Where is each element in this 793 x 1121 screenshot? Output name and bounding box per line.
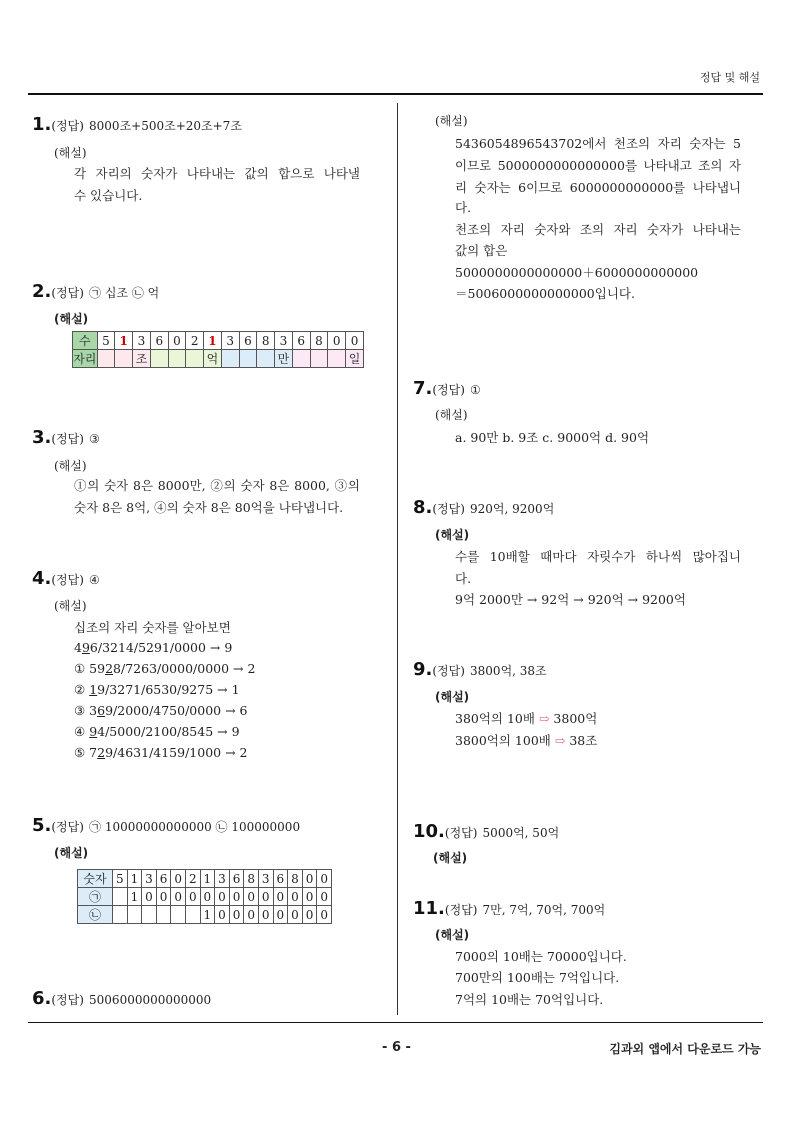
digit-cell: 2: [186, 332, 204, 350]
digit-cell: 0: [200, 888, 215, 906]
digit-cell: [142, 906, 157, 924]
list-item: ② 19/3271/6530/9275 → 1: [74, 682, 240, 697]
explanation-label: (해설): [435, 528, 470, 542]
digit-cell: [113, 906, 128, 924]
digit-cell: 8: [310, 332, 328, 350]
explanation-line: 다.: [455, 571, 472, 586]
row-header: ㉡: [78, 906, 113, 924]
answer-label: (정답): [444, 903, 478, 917]
question-number: 10.: [413, 821, 445, 842]
digit-cell: 0: [185, 888, 200, 906]
digit-cell: 3: [215, 870, 230, 888]
answer-label: (정답): [432, 502, 465, 516]
digit-cell: [171, 906, 186, 924]
question-number: 1.: [32, 114, 52, 135]
answer-label: (정답): [432, 664, 465, 678]
digit-cell: 0: [244, 906, 259, 924]
row-header: 숫자: [78, 870, 113, 888]
place-cell: 조: [133, 350, 151, 368]
answer-text: 920억, 9200억: [470, 502, 555, 516]
digit-cell: 0: [302, 888, 317, 906]
explanation-label: (해설): [435, 114, 468, 128]
place-cell: [239, 350, 257, 368]
explanation-line: 숫자 8은 8억, ④의 숫자 8은 80억을 나타냅니다.: [74, 500, 344, 515]
digit-cell: 0: [171, 888, 186, 906]
digit-cell: 6: [239, 332, 257, 350]
digit-cell: [127, 906, 142, 924]
digit-cell: 0: [328, 332, 346, 350]
digit-cell: 3: [142, 870, 157, 888]
question-9-answer: [413, 659, 547, 680]
digit-cell: 0: [229, 906, 244, 924]
list-item: ④ 94/5000/2100/8545 → 9: [74, 724, 240, 739]
digit-cell: 0: [273, 888, 288, 906]
explanation-line: 7000의 10배는 70000입니다.: [455, 949, 627, 964]
explanation-line: 리 숫자는 6이므로 6000000000000를 나타냅니: [455, 180, 741, 195]
question-number: 9.: [413, 659, 433, 680]
explanation-line: 수를 10배할 때마다 자릿수가 하나씩 많아집니: [455, 549, 741, 564]
digit-cell: 0: [215, 888, 230, 906]
explanation-line: a. 90만 b. 9조 c. 9000억 d. 90억: [455, 430, 650, 445]
explanation-label: (해설): [54, 312, 89, 326]
digit-cell: 1: [115, 332, 133, 350]
answer-label: (정답): [51, 286, 84, 300]
digit-cell: 0: [317, 906, 332, 924]
digit-cell: 0: [288, 906, 303, 924]
place-cell: [97, 350, 115, 368]
explanation-line: 이므로 5000000000000000를 나타내고 조의 자: [455, 158, 741, 173]
digit-cell: 1: [127, 870, 142, 888]
question-3-answer: [32, 427, 100, 448]
digit-cell: [185, 906, 200, 924]
question-number: 5.: [32, 815, 52, 836]
place-cell: [150, 350, 168, 368]
place-cell: [221, 350, 239, 368]
list-item: 496/3214/5291/0000 → 9: [74, 640, 233, 655]
question-5-answer: [32, 815, 300, 836]
digit-cell: 1: [200, 906, 215, 924]
digit-cell: 0: [171, 870, 186, 888]
question-6-answer: [32, 988, 211, 1009]
digit-cell: 3: [133, 332, 151, 350]
answer-text: 8000조+500조+20조+7조: [89, 119, 242, 133]
explanation-label: (해설): [435, 690, 470, 704]
digit-cell: 1: [127, 888, 142, 906]
explanation-line: 5000000000000000＋6000000000000: [455, 265, 699, 280]
place-cell: [257, 350, 275, 368]
column-divider: [397, 103, 398, 1015]
explanation-line: ＝5006000000000000입니다.: [455, 286, 635, 301]
digit-cell: 0: [258, 888, 273, 906]
question-1-answer: [32, 114, 242, 135]
explanation-line: 3800억의 100배 ⇨ 38조: [455, 733, 598, 748]
question-7-answer: [413, 378, 481, 399]
digit-cell: 0: [168, 332, 186, 350]
explanation-line: ①의 숫자 8은 8000만, ②의 숫자 8은 8000, ③의: [74, 478, 360, 493]
digit-cell: 0: [346, 332, 364, 350]
question-8-answer: [413, 497, 554, 518]
answer-text: ㉠ 십조 ㉡ 억: [89, 286, 160, 300]
header-rule: [28, 93, 763, 95]
digit-cell: 0: [142, 888, 157, 906]
digit-cell: 0: [156, 888, 171, 906]
place-cell: [186, 350, 204, 368]
place-cell: [115, 350, 133, 368]
place-cell: [292, 350, 310, 368]
place-cell: [168, 350, 186, 368]
question-number: 2.: [32, 281, 52, 302]
question-10-answer: [413, 821, 559, 842]
digit-cell: [156, 906, 171, 924]
digit-cell: 0: [258, 906, 273, 924]
digit-cell: 0: [229, 888, 244, 906]
explanation-line: 십조의 자리 숫자를 알아보면: [74, 620, 231, 635]
digit-cell: 0: [244, 888, 259, 906]
digit-cell: 0: [317, 870, 332, 888]
digit-cell: 0: [302, 906, 317, 924]
explanation-label: (해설): [54, 146, 87, 160]
answer-text: 3800억, 38조: [470, 664, 547, 678]
digit-cell: 6: [273, 870, 288, 888]
explanation-label: (해설): [54, 459, 87, 473]
answer-text: 5006000000000000: [89, 993, 212, 1007]
digit-cell: 8: [244, 870, 259, 888]
digit-cell: 5: [97, 332, 115, 350]
explanation-line: 값의 합은: [455, 243, 508, 258]
explanation-line: 5436054896543702에서 천조의 자리 숫자는 5: [455, 136, 741, 151]
explanation-line: 다.: [455, 200, 472, 215]
digit-cell: 0: [215, 906, 230, 924]
place-cell: [328, 350, 346, 368]
explanation-label: (해설): [435, 408, 468, 422]
digit-cell: 0: [317, 888, 332, 906]
digit-cell: 6: [156, 870, 171, 888]
question-number: 4.: [32, 568, 52, 589]
place-cell: [310, 350, 328, 368]
footer-promo: 김과외 앱에서 다운로드 가능: [609, 1042, 761, 1056]
row-header: ㉠: [78, 888, 113, 906]
digit-cell: 8: [288, 870, 303, 888]
digit-cell: 0: [273, 906, 288, 924]
question-number: 8.: [413, 497, 433, 518]
answer-text: ④: [89, 573, 100, 587]
list-item: ⑤ 729/4631/4159/1000 → 2: [74, 745, 248, 760]
place-cell: 일: [346, 350, 364, 368]
place-cell: 만: [275, 350, 293, 368]
row-header: 수: [73, 332, 98, 350]
question-number: 7.: [413, 378, 433, 399]
question-4-answer: [32, 568, 100, 589]
answer-label: (정답): [432, 383, 465, 397]
answer-text: ①: [470, 383, 481, 397]
digit-cell: 2: [185, 870, 200, 888]
digit-cell: 3: [221, 332, 239, 350]
digit-cell: 8: [257, 332, 275, 350]
explanation-line: 9억 2000만 → 92억 → 920억 → 9200억: [455, 592, 686, 607]
answer-label: (정답): [51, 993, 84, 1007]
question-number: 6.: [32, 988, 52, 1009]
place-value-table-q5: [77, 869, 332, 924]
answer-label: (정답): [444, 826, 478, 840]
list-item: ① 5928/7263/0000/0000 → 2: [74, 661, 256, 676]
answer-label: (정답): [51, 573, 84, 587]
answer-text: ㉠ 10000000000000 ㉡ 100000000: [89, 820, 301, 834]
digit-cell: 6: [229, 870, 244, 888]
answer-text: 7만, 7억, 70억, 700억: [482, 903, 606, 917]
digit-cell: 3: [258, 870, 273, 888]
digit-cell: 5: [113, 870, 128, 888]
digit-cell: 6: [292, 332, 310, 350]
question-11-answer: [413, 898, 605, 919]
digit-cell: [113, 888, 128, 906]
list-item: ③ 369/2000/4750/0000 → 6: [74, 703, 248, 718]
answer-label: (정답): [51, 820, 84, 834]
row-header: 자리: [73, 350, 98, 368]
digit-cell: 0: [302, 870, 317, 888]
footer-rule: [28, 1022, 763, 1023]
page-header-title: 정답 및 해설: [699, 71, 760, 84]
explanation-line: 700만의 100배는 7억입니다.: [455, 970, 620, 985]
question-2-answer: [32, 281, 159, 302]
place-value-table-q2: [72, 331, 364, 368]
digit-cell: 3: [275, 332, 293, 350]
explanation-line: 380억의 10배 ⇨ 3800억: [455, 711, 598, 726]
explanation-line: 7억의 10배는 70억입니다.: [455, 992, 604, 1007]
digit-cell: 1: [204, 332, 222, 350]
answer-text: 5000억, 50억: [482, 826, 560, 840]
explanation-line: 각 자리의 숫자가 나타내는 값의 합으로 나타낼: [74, 166, 360, 181]
explanation-label: (해설): [54, 599, 87, 613]
question-number: 3.: [32, 427, 52, 448]
answer-label: (정답): [51, 432, 84, 446]
digit-cell: 0: [288, 888, 303, 906]
arrow-icon: ⇨: [554, 733, 566, 748]
explanation-label: (해설): [433, 851, 468, 865]
answer-label: (정답): [51, 119, 84, 133]
digit-cell: 1: [200, 870, 215, 888]
explanation-label: (해설): [54, 846, 89, 860]
explanation-label: (해설): [435, 928, 470, 942]
page-number: - 6 -: [382, 1040, 411, 1055]
question-number: 11.: [413, 898, 445, 919]
answer-text: ③: [89, 432, 100, 446]
place-cell: 억: [204, 350, 222, 368]
arrow-icon: ⇨: [538, 711, 550, 726]
digit-cell: 6: [150, 332, 168, 350]
explanation-line: 수 있습니다.: [74, 188, 143, 203]
explanation-line: 천조의 자리 숫자와 조의 자리 숫자가 나타내는: [455, 222, 741, 237]
